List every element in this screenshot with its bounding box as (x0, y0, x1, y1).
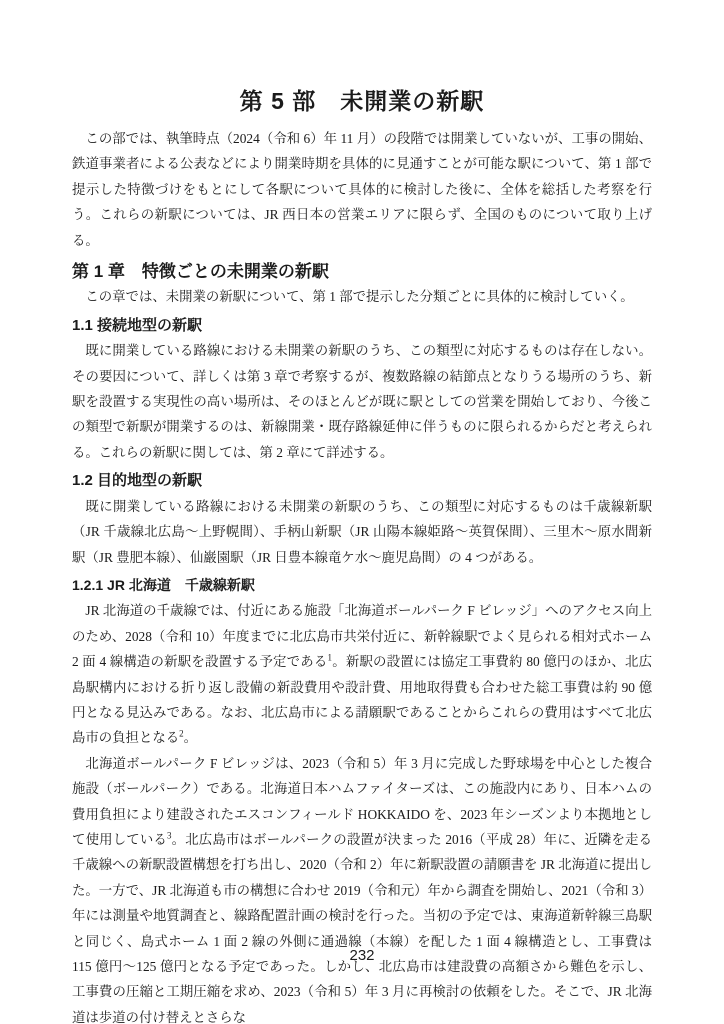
part-title: 第 5 部 未開業の新駅 (239, 88, 485, 114)
subsection-1-2-1-paragraph-2 (72, 751, 652, 1024)
footnote-ref-1: 1 (327, 652, 332, 663)
subsection-1-2-1-paragraph-1 (72, 598, 652, 750)
chapter-1-heading: 第 1 章 特徴ごとの未開業の新駅 (72, 262, 329, 282)
section-1-1-paragraph: 既に開業している路線における未開業の新駅のうち、この類型に対応するものは存在しない。その要因について、詳しくは第 3 章で考察するが、複数路線の結節点となりうる場所のうち、新駅を設置する実現性の高い場所は、そのほとんどが既に駅としての営業を開始しており、今後この類型で新駅が開業するのは、新線開業・既存路線延伸に伴うものに限られるからだと考えられる。これらの新駅に関しては、第 2 章にて詳述する。 (72, 343, 652, 460)
footnote-ref-2: 2 (179, 728, 184, 739)
subsection-1-2-1-heading: 1.2.1 JR 北海道 千歳線新駅 (72, 576, 255, 593)
page-number: 232 (349, 947, 375, 964)
section-1-2-heading: 1.2 目的地型の新駅 (72, 472, 203, 490)
intro-paragraph: この部では、執筆時点（2024（令和 6）年 11 月）の段階では開業していないが、工事の開始、鉄道事業者による公表などにより開業時期を具体的に見通すことが可能な駅について、第 1 部で提示した特徴づけをもとにして各駅について具体的に検討した後に、全体を総括した考察を行う。これらの新駅については、JR 西日本の営業エリアに限らず、全国のものについて取り上げる。 (72, 131, 652, 248)
chapter-1-lead-paragraph: この章では、未開業の新駅について、第 1 部で提示した分類ごとに具体的に検討していく。 (85, 289, 634, 305)
section-1-1-heading: 1.1 接続地型の新駅 (72, 316, 203, 334)
footnote-ref-3: 3 (166, 830, 172, 841)
paragraph-text: 。新駅の設置には協定工事費約 80 億円のほか、北広島駅構内における折り返し設備の新設費用や設計費、用地取得費も合わせた総工事費は約 90 億円となる見込みである。なお、北広島市による請願駅であることからこれらの費用はすべて北広島市の負担となる (72, 654, 652, 746)
section-1-2-paragraph: 既に開業している路線における未開業の新駅のうち、この類型に対応するものは千歳線新駅（JR 千歳線北広島〜上野幌間）、手柄山新駅（JR 山陽本線姫路〜英賀保間）、三里木〜原水間新駅（JR 豊肥本線）、仙巌園駅（JR 日豊本線竜ケ水〜鹿児島間）の 4 つがある。 (72, 498, 652, 565)
paragraph-text: 。 (183, 730, 198, 746)
paragraph-text: 北海道ボールパーク F ビレッジは、2023（令和 5）年 3 月に完成した野球場を中心とした複合施設（ボールパーク）である。北海道日本ハムファイターズは、この施設内にあり、日本ハムの費用負担により建設されたエスコンフィールド HOKKAIDO を、2023 年シーズンより本拠地として使用している (72, 755, 652, 847)
paragraph-text: 。北広島市はボールパークの設置が決まった 2016（平成 28）年に、近隣を走る千歳線への新駅設置構想を打ち出し、2020（令和 2）年に新駅設置の請願書を JR 北海道に提出した。一方で、JR 北海道も市の構想に合わせ 2019（令和元）年から調査を開始し、2021（令和 3）年には測量や地質調査と、線路配置計画の検討を行った。当初の予定では、東海道新幹線三島駅と同じく、島式ホーム 1 面 2 線の外側に通過線（本線）を配した 1 面 4 線構造とし、工事費は 115 億円〜125 億円となる予定であった。しかし、北広島市は建設費の高額さから難色を示し、工事費の圧縮と工期圧縮を求め、2023（令和 5）年 3 月に再検討の依頼をした。そこで、JR 北海道は歩道の付け替えとさらな (72, 831, 653, 1024)
text-column (72, 84, 652, 1024)
paragraph-text: JR 北海道の千歳線では、付近にある施設「北海道ボールパーク F ビレッジ」へのアクセス向上のため、2028（令和 10）年度までに北広島市共栄付近に、新幹線駅でよく見られる相対式ホーム 2 面 4 線構造の新駅を設置する予定である (72, 603, 652, 670)
